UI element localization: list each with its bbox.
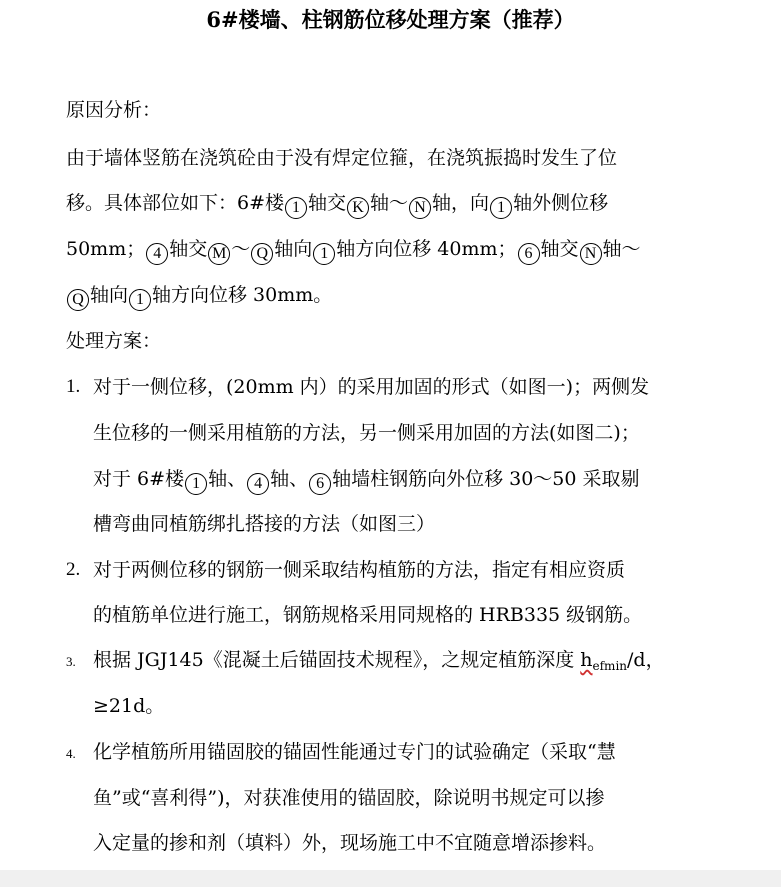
- item-1-line-1: 对于一侧位移，(20mm 内）的采用加固的形式（如图一)；两侧发: [93, 376, 650, 398]
- document-title: 6#楼墙、柱钢筋位移处理方案（推荐）: [206, 7, 575, 32]
- list-number: 1.: [66, 376, 81, 397]
- item-4-line-3: 入定量的掺和剂（填料）外，现场施工中不宜随意增添掺料。: [93, 832, 607, 854]
- item-2-line-2: 的植筋单位进行施工，钢筋规格采用同规格的 HRB335 级钢筋。: [93, 604, 643, 626]
- spellcheck-underlined-term: $h_{efmin}$: [580, 649, 628, 673]
- item-4-line-2: 鱼”或“喜利得”)，对获准使用的锚固胶，除说明书规定可以掺: [93, 787, 605, 809]
- axis-circle: K: [347, 197, 369, 219]
- axis-circle: 6: [518, 243, 540, 265]
- axis-circle: N: [580, 243, 602, 265]
- cause-line-4: Q 轴向 1 轴方向位移 30mm。: [66, 282, 332, 311]
- item-1-line-4: 槽弯曲同植筋绑扎搭接的方法（如图三）: [93, 513, 436, 535]
- axis-circle: Q: [67, 289, 89, 311]
- item-2-line-1: 对于两侧位移的钢筋一侧采取结构植筋的方法，指定有相应资质: [93, 559, 626, 581]
- axis-circle: 4: [146, 243, 168, 265]
- list-number: 4.: [66, 746, 76, 761]
- axis-circle: 1: [129, 289, 151, 311]
- cause-line-3: 50mm； 4 轴交 M ～ Q 轴向 1 轴方向位移 40mm； 6 轴交 N 轴～: [66, 236, 641, 265]
- axis-circle: 1: [490, 197, 512, 219]
- item-3-line-1: 根据 JGJ145《混凝土后锚固技术规程》，之规定植筋深度 $h_{efmin}/d$，: [93, 649, 665, 673]
- treatment-heading: 处理方案：: [66, 330, 162, 352]
- axis-circle: 1: [313, 243, 335, 265]
- item-4-line-1: 化学植筋所用锚固胶的锚固性能通过专门的试验确定（采取“慧: [93, 741, 616, 763]
- cause-line-2: 移。具体部位如下：6#楼 1 轴交 K 轴～ N 轴，向 1 轴外侧位移: [66, 190, 608, 219]
- cause-line-1: 由于墙体竖筋在浇筑砼由于没有焊定位箍，在浇筑振捣时发生了位: [66, 147, 618, 169]
- axis-circle: 1: [185, 473, 207, 495]
- axis-circle: Q: [251, 243, 273, 265]
- item-3-line-2: ≥21d。: [93, 695, 165, 717]
- cause-heading: 原因分析：: [66, 99, 162, 121]
- page-bottom-margin: [0, 870, 781, 887]
- axis-circle: 1: [285, 197, 307, 219]
- axis-circle: 4: [247, 473, 269, 495]
- axis-circle: M: [208, 243, 230, 265]
- axis-circle: N: [409, 197, 431, 219]
- axis-circle: 6: [309, 473, 331, 495]
- item-1-line-2: 生位移的一侧采用植筋的方法，另一侧采用加固的方法(如图二)；: [93, 422, 640, 444]
- item-1-line-3: 对于 6#楼 1 轴、 4 轴、 6 轴墙柱钢筋向外位移 30～50 采取剔: [93, 466, 640, 495]
- list-number: 2.: [66, 559, 81, 580]
- list-number: 3.: [66, 654, 76, 669]
